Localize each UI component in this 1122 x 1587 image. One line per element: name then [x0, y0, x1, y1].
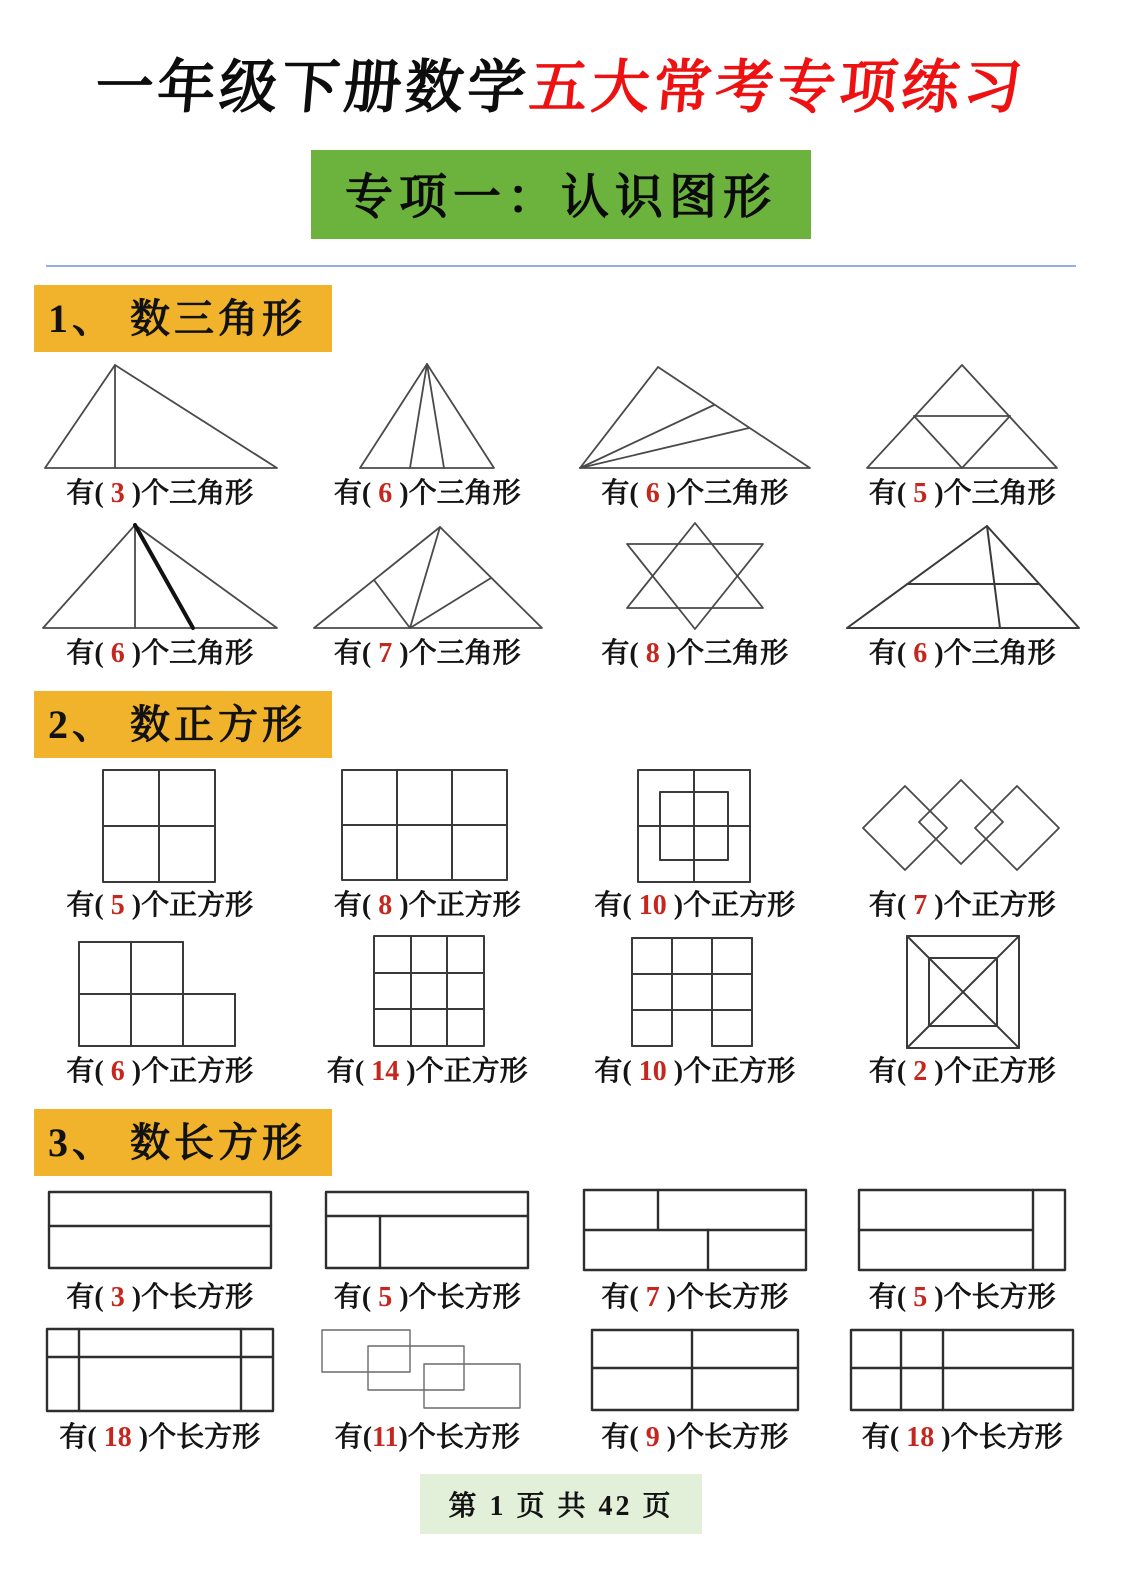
answer-suffix: )个长方形 [398, 1421, 520, 1453]
problem-cell [28, 932, 292, 1090]
answer-number: 11 [372, 1421, 399, 1453]
answer-line [601, 1280, 788, 1316]
problem-cell [563, 1184, 827, 1316]
problem-cell [28, 1324, 292, 1456]
problem-cell [28, 360, 292, 512]
title-red-part: 五大常考专项练习 [526, 55, 1029, 120]
answer-number: 8 [371, 889, 400, 921]
problem-cell [563, 766, 827, 924]
problem-cell [28, 1184, 292, 1316]
square-figure-3 [569, 766, 821, 884]
answer-number: 10 [631, 889, 674, 921]
answer-prefix: 有( [333, 638, 372, 670]
answer-prefix: 有( [66, 1056, 104, 1088]
problem-cell [296, 520, 560, 672]
topic-banner: 专项一：认识图形 [311, 150, 811, 239]
problem-cell [831, 1324, 1095, 1456]
problem-cell [563, 1324, 827, 1456]
answer-line [66, 888, 253, 924]
answer-suffix: )个正方形 [934, 889, 1056, 921]
answer-number: 6 [103, 1056, 132, 1088]
square-figure-4 [836, 766, 1088, 884]
answer-prefix: 有( [601, 638, 639, 670]
answer-suffix: )个三角形 [131, 638, 254, 670]
square-figure-7 [569, 932, 821, 1050]
rectangle-figure-3 [569, 1184, 821, 1276]
triangle-figure-2 [301, 360, 553, 472]
answer-line [66, 636, 253, 672]
answer-line [601, 476, 788, 512]
banner-row [0, 150, 1122, 239]
answer-line [869, 476, 1056, 512]
problem-cell [563, 932, 827, 1090]
answer-prefix: 有( [868, 889, 907, 921]
section-heading-squares: 2、 数正方形 [34, 691, 332, 758]
problem-cell [296, 766, 560, 924]
square-figure-2 [301, 766, 553, 884]
problem-cell [831, 360, 1095, 512]
triangle-figure-3 [569, 360, 821, 472]
problem-cell [831, 520, 1095, 672]
answer-suffix: )个长方形 [399, 1281, 521, 1313]
answer-line [869, 1054, 1056, 1090]
rectangle-figure-8 [836, 1324, 1088, 1416]
answer-line [869, 888, 1056, 924]
answer-prefix: 有( [601, 1281, 639, 1313]
triangle-grid [28, 360, 1094, 673]
problem-cell [563, 520, 827, 672]
answer-line [594, 1054, 795, 1090]
answer-line [601, 1420, 788, 1456]
answer-number: 6 [371, 478, 400, 509]
answer-suffix: )个长方形 [941, 1421, 1063, 1453]
triangle-figure-8 [836, 520, 1088, 632]
answer-prefix: 有( [594, 889, 632, 921]
answer-prefix: 有( [59, 1421, 97, 1453]
answer-line [66, 1054, 253, 1090]
answer-number: 5 [906, 1281, 935, 1313]
triangle-figure-1 [34, 360, 286, 472]
answer-number: 6 [103, 638, 132, 670]
answer-prefix: 有( [66, 889, 104, 921]
answer-suffix: )个三角形 [666, 478, 789, 509]
answer-prefix: 有( [333, 889, 372, 921]
answer-line [594, 888, 795, 924]
problem-cell [296, 1184, 560, 1316]
answer-line [334, 888, 521, 924]
answer-line [334, 636, 521, 672]
answer-prefix: 有( [66, 638, 104, 670]
answer-prefix: 有( [594, 1056, 632, 1088]
answer-number: 7 [638, 1281, 667, 1313]
answer-suffix: )个三角形 [934, 638, 1056, 670]
answer-suffix: )个正方形 [131, 889, 254, 921]
answer-suffix: )个正方形 [934, 1056, 1056, 1088]
triangle-figure-4 [836, 360, 1088, 472]
section-triangles [0, 267, 1122, 673]
answer-suffix: )个三角形 [666, 638, 789, 670]
page-number: 第 1 页 共 42 页 [420, 1474, 701, 1534]
rectangle-grid [28, 1184, 1094, 1457]
rectangle-figure-1 [34, 1184, 286, 1276]
answer-suffix: )个长方形 [666, 1281, 789, 1313]
answer-prefix: 有( [66, 1281, 104, 1313]
answer-suffix: )个正方形 [406, 1056, 528, 1088]
answer-number: 5 [371, 1281, 400, 1313]
answer-suffix: )个三角形 [131, 478, 254, 509]
answer-number: 7 [371, 638, 400, 670]
problem-cell [831, 766, 1095, 924]
answer-number: 5 [103, 889, 132, 921]
rectangle-figure-7 [569, 1324, 821, 1416]
answer-suffix: )个正方形 [673, 1056, 796, 1088]
problem-cell [28, 520, 292, 672]
answer-number: 18 [899, 1421, 942, 1453]
triangle-figure-6 [301, 520, 553, 632]
answer-suffix: )个正方形 [673, 889, 796, 921]
answer-suffix: )个长方形 [934, 1281, 1056, 1313]
answer-line [59, 1420, 260, 1456]
answer-line [334, 1280, 521, 1316]
problem-cell [296, 932, 560, 1090]
rectangle-figure-5 [34, 1324, 286, 1416]
problem-cell [563, 360, 827, 512]
answer-number: 10 [631, 1056, 674, 1088]
answer-suffix: )个三角形 [399, 478, 521, 509]
answer-prefix: 有( [333, 478, 372, 509]
footer-row [0, 1474, 1122, 1534]
answer-line [862, 1420, 1063, 1456]
rectangle-figure-2 [301, 1184, 553, 1276]
title-black-part: 一年级下册数学 [92, 55, 533, 120]
answer-prefix: 有( [861, 1421, 900, 1453]
problem-cell [296, 1324, 560, 1456]
answer-number: 8 [638, 638, 667, 670]
answer-line [335, 1420, 520, 1456]
problem-cell [28, 766, 292, 924]
square-figure-6 [301, 932, 553, 1050]
answer-line [869, 636, 1056, 672]
answer-line [66, 476, 253, 512]
square-grid [28, 766, 1094, 1091]
triangle-figure-5 [34, 520, 286, 632]
page-title [0, 40, 1122, 124]
section-squares [0, 673, 1122, 1091]
answer-suffix: )个正方形 [131, 1056, 254, 1088]
answer-prefix: 有( [326, 1056, 365, 1088]
answer-prefix: 有( [601, 478, 639, 509]
answer-suffix: )个长方形 [666, 1421, 789, 1453]
answer-suffix: )个长方形 [131, 1281, 254, 1313]
answer-number: 3 [103, 1281, 132, 1313]
rectangle-figure-6 [301, 1324, 553, 1416]
answer-prefix: 有( [868, 1281, 907, 1313]
answer-suffix: )个三角形 [399, 638, 521, 670]
answer-line [869, 1280, 1056, 1316]
answer-prefix: 有( [333, 1281, 372, 1313]
answer-line [601, 636, 788, 672]
answer-line [327, 1054, 528, 1090]
answer-line [334, 476, 521, 512]
answer-suffix: )个长方形 [138, 1421, 261, 1453]
problem-cell [831, 1184, 1095, 1316]
answer-prefix: 有( [334, 1421, 373, 1453]
answer-number: 14 [364, 1056, 407, 1088]
answer-prefix: 有( [868, 478, 907, 509]
answer-prefix: 有( [66, 478, 104, 509]
answer-number: 7 [906, 889, 935, 921]
answer-prefix: 有( [868, 638, 907, 670]
answer-prefix: 有( [868, 1056, 907, 1088]
square-figure-5 [34, 932, 286, 1050]
square-figure-1 [34, 766, 286, 884]
answer-number: 3 [103, 478, 132, 509]
rectangle-figure-4 [836, 1184, 1088, 1276]
answer-suffix: )个三角形 [934, 478, 1056, 509]
section-heading-triangles: 1、 数三角形 [34, 285, 332, 352]
section-rectangles [0, 1091, 1122, 1457]
square-figure-8 [836, 932, 1088, 1050]
star-figure [569, 520, 821, 632]
problem-cell [296, 360, 560, 512]
answer-number: 6 [906, 638, 935, 670]
answer-number: 5 [906, 478, 935, 509]
answer-number: 9 [638, 1421, 667, 1453]
section-heading-rectangles: 3、 数长方形 [34, 1109, 332, 1176]
problem-cell [831, 932, 1095, 1090]
answer-suffix: )个正方形 [399, 889, 521, 921]
answer-prefix: 有( [601, 1421, 639, 1453]
answer-number: 18 [96, 1421, 139, 1453]
answer-number: 6 [638, 478, 667, 509]
answer-number: 2 [906, 1056, 935, 1088]
answer-line [66, 1280, 253, 1316]
